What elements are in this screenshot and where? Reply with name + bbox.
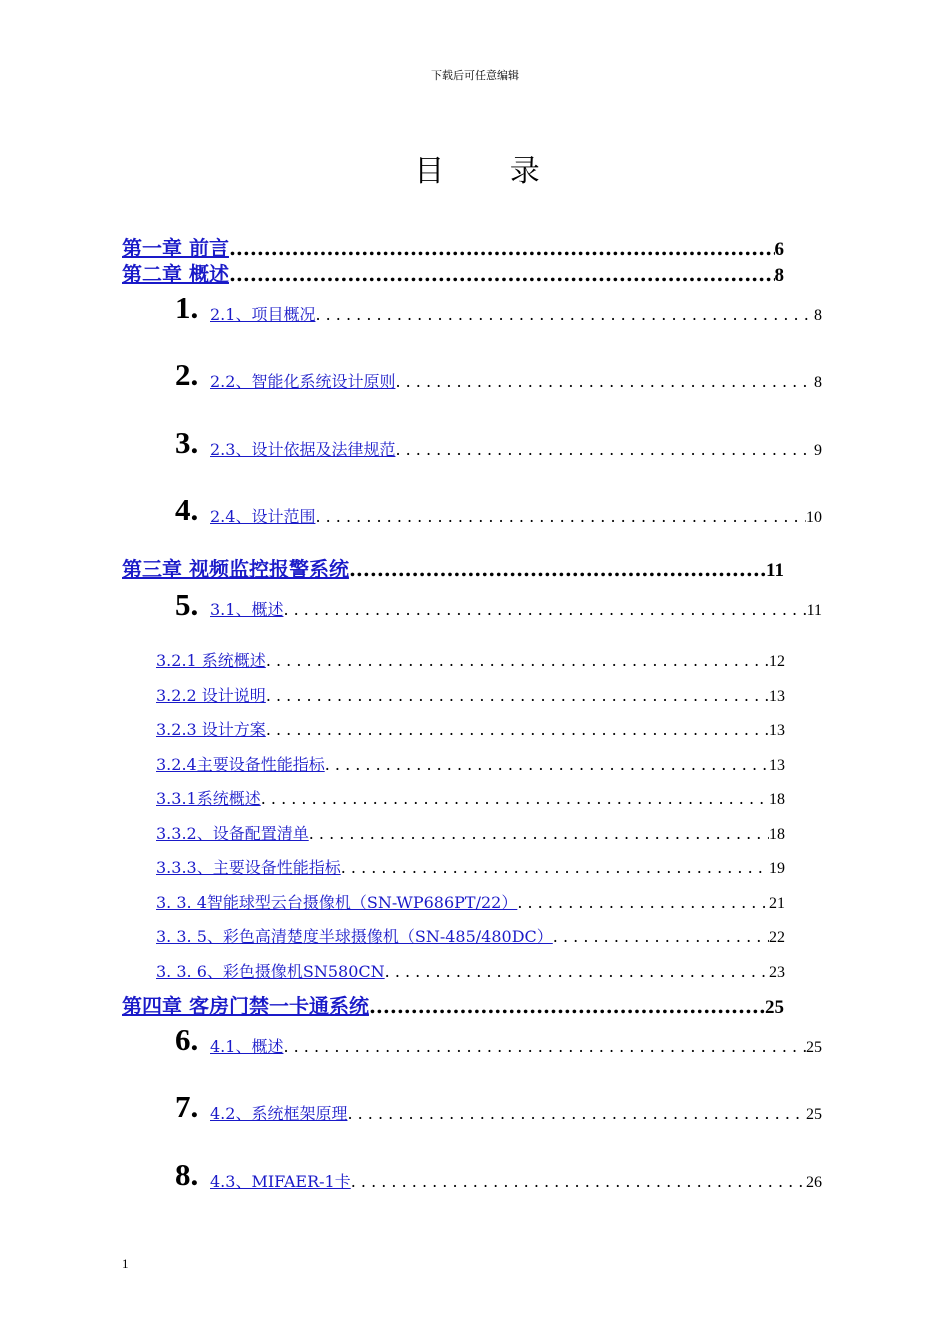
list-number: 6.: [175, 1022, 199, 1057]
toc-section: [210, 597, 822, 620]
toc-leader: [395, 440, 814, 459]
toc-page-number: 25: [806, 1039, 822, 1056]
toc-link-subsection[interactable]: 3. 3. 5、彩色高清楚度半球摄像机（SN-485/480DC）: [156, 927, 553, 946]
list-number: 1.: [175, 290, 199, 325]
toc-page-number: 13: [769, 722, 785, 739]
toc-leader: [517, 893, 769, 912]
toc-page-number: 11: [766, 560, 784, 581]
list-number: 5.: [175, 587, 199, 622]
toc-link-section[interactable]: 2.1、项目概况: [210, 305, 316, 324]
toc-subsection: [156, 959, 785, 982]
toc-page-number: 8: [814, 307, 822, 324]
toc-page-number: 6: [774, 239, 784, 260]
toc-section: [210, 1034, 822, 1057]
toc-leader: [385, 962, 769, 981]
toc-section: [210, 1169, 822, 1192]
page-number: 1: [122, 1256, 129, 1271]
toc-section: [210, 302, 822, 325]
toc-section: [210, 437, 822, 460]
toc-leader: [266, 651, 769, 670]
toc-link-section[interactable]: 2.3、设计依据及法律规范: [210, 440, 396, 459]
toc-link-subsection[interactable]: 3.2.1 系统概述: [156, 651, 266, 670]
toc-link-subsection[interactable]: 3.3.2、设备配置清单: [156, 824, 309, 843]
toc-link-section[interactable]: 4.2、系统框架原理: [210, 1104, 348, 1123]
toc-leader: [349, 557, 766, 581]
page-header: 下载后可任意编辑: [431, 69, 519, 82]
toc-link-subsection[interactable]: 3. 3. 6、彩色摄像机SN580CN: [156, 962, 385, 981]
list-number: 2.: [175, 357, 199, 392]
toc-leader: [395, 372, 814, 391]
list-number: 3.: [175, 425, 199, 460]
toc-leader: [229, 262, 775, 286]
toc-link-chapter-4[interactable]: 第四章 客房门禁一卡通系统: [122, 994, 369, 1018]
toc-leader: [283, 1037, 806, 1056]
toc-subsection: [156, 855, 785, 878]
toc-leader: [266, 720, 769, 739]
toc-page-number: 13: [769, 757, 785, 774]
toc-leader: [553, 927, 769, 946]
toc-leader: [315, 305, 814, 324]
toc-link-chapter-3[interactable]: 第三章 视频监控报警系统: [122, 557, 349, 581]
toc-link-section[interactable]: 4.3、MIFAER-1卡: [210, 1172, 351, 1191]
toc-subsection: [156, 786, 785, 809]
list-number: 7.: [175, 1089, 199, 1124]
toc-leader: [229, 236, 775, 260]
toc-page-number: 23: [769, 964, 785, 981]
toc-link-subsection[interactable]: 3.3.3、主要设备性能指标: [156, 858, 341, 877]
toc-page-number: 26: [806, 1174, 822, 1191]
toc-link-subsection[interactable]: 3.3.1系统概述: [156, 789, 261, 808]
toc-leader: [351, 1172, 806, 1191]
toc-subsection: [156, 924, 785, 947]
toc-subsection: [156, 821, 785, 844]
toc-page-number: 21: [769, 895, 785, 912]
toc-subsection: [156, 890, 785, 913]
page-title: 目 录: [414, 154, 568, 189]
toc-link-section[interactable]: 2.2、智能化系统设计原则: [210, 372, 396, 391]
toc-chapter-4: [122, 990, 784, 1019]
toc-link-chapter-1[interactable]: 第一章 前言: [122, 236, 229, 260]
toc-page-number: 8: [814, 374, 822, 391]
toc-leader: [283, 600, 806, 619]
toc-section: [210, 1101, 822, 1124]
toc-leader: [261, 789, 769, 808]
toc-leader: [347, 1104, 806, 1123]
list-number: 4.: [175, 492, 199, 527]
toc-leader: [325, 755, 769, 774]
toc-page-number: 11: [806, 602, 822, 619]
toc-chapter-1: [122, 232, 784, 261]
toc-link-subsection[interactable]: 3.2.4主要设备性能指标: [156, 755, 325, 774]
list-number: 8.: [175, 1157, 199, 1192]
toc-page-number: 8: [774, 265, 784, 286]
toc-page-number: 22: [769, 929, 785, 946]
toc-page-number: 19: [769, 860, 785, 877]
toc-link-subsection[interactable]: 3.2.3 设计方案: [156, 720, 266, 739]
toc-page-number: 25: [765, 997, 784, 1018]
toc-subsection: [156, 648, 785, 671]
toc-link-section[interactable]: 3.1、概述: [210, 600, 284, 619]
toc-chapter-2: [122, 258, 784, 287]
toc-page-number: 13: [769, 688, 785, 705]
toc-page-number: 10: [806, 509, 822, 526]
toc-page-number: 25: [806, 1106, 822, 1123]
toc-link-subsection[interactable]: 3. 3. 4智能球型云台摄像机（SN-WP686PT/22）: [156, 893, 518, 912]
toc-leader: [266, 686, 769, 705]
toc-page-number: 18: [769, 826, 785, 843]
toc-leader: [341, 858, 769, 877]
toc-subsection: [156, 752, 785, 775]
toc-section: [210, 504, 822, 527]
toc-link-section[interactable]: 2.4、设计范围: [210, 507, 316, 526]
toc-link-subsection[interactable]: 3.2.2 设计说明: [156, 686, 266, 705]
toc-chapter-3: [122, 553, 784, 582]
toc-subsection: [156, 717, 785, 740]
toc-link-chapter-2[interactable]: 第二章 概述: [122, 262, 229, 286]
toc-section: [210, 369, 822, 392]
toc-link-section[interactable]: 4.1、概述: [210, 1037, 284, 1056]
toc-leader: [369, 994, 765, 1018]
toc-page-number: 18: [769, 791, 785, 808]
toc-leader: [309, 824, 769, 843]
toc-leader: [315, 507, 806, 526]
toc-subsection: [156, 683, 785, 706]
toc-page-number: 9: [814, 442, 822, 459]
toc-page-number: 12: [769, 653, 785, 670]
